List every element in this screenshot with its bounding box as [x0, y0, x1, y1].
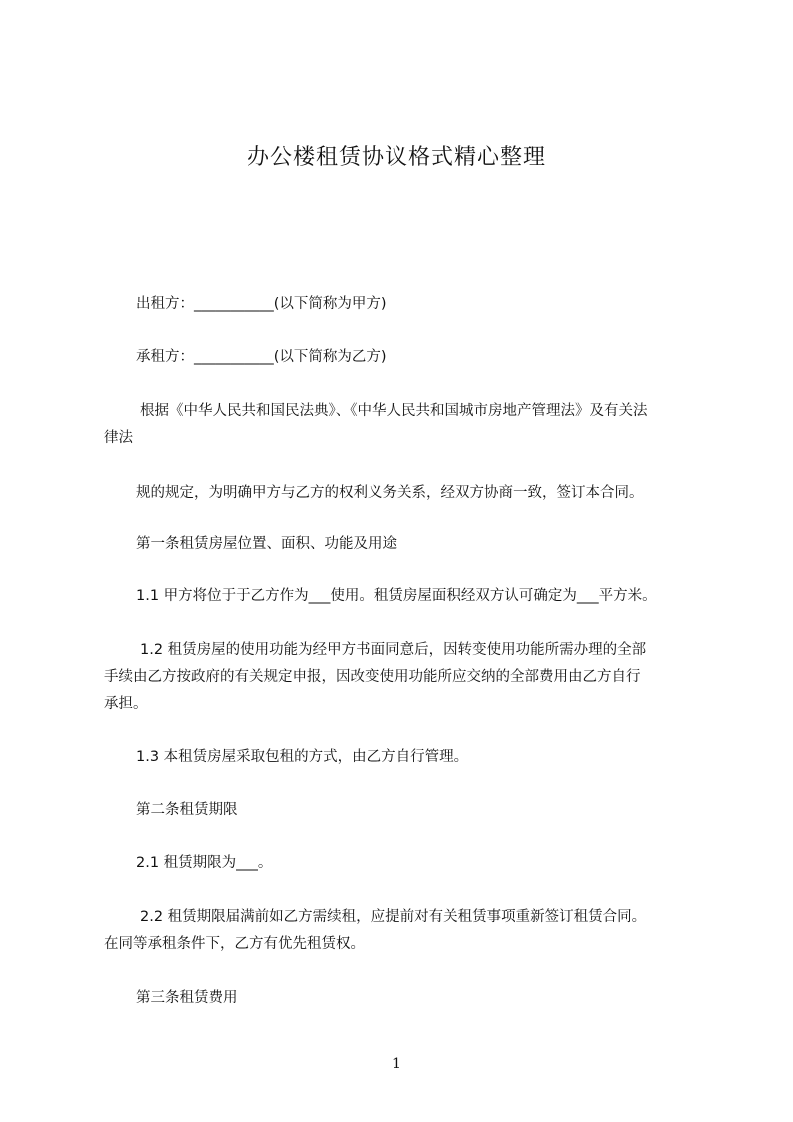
article-2-heading: 第二条租赁期限	[136, 802, 238, 818]
clause-1-2-line-3: 承担。	[104, 696, 148, 712]
clause-2-1: 2.1 租赁期限为___。	[136, 855, 273, 871]
article-1-heading: 第一条租赁房屋位置、面积、功能及用途	[136, 536, 397, 552]
clause-1-3: 1.3 本租赁房屋采取包租的方式，由乙方自行管理。	[136, 749, 469, 765]
clause-2-2-line-2: 在同等承租条件下，乙方有优先租赁权。	[104, 936, 365, 952]
clause-1-1: 1.1 甲方将位于于乙方作为___使用。租赁房屋面积经双方认可确定为___平方米。	[136, 588, 657, 604]
document-title: 办公楼租赁协议格式精心整理	[246, 145, 546, 170]
preamble-line-2: 律法	[104, 430, 133, 446]
lessor-line: 出租方：___________(以下简称为甲方)	[136, 296, 387, 312]
clause-1-2-line-1: 1.2 租赁房屋的使用功能为经甲方书面同意后，因转变使用功能所需办理的全部	[140, 642, 647, 658]
preamble-line-1: 根据《中华人民共和国民法典》、《中华人民共和国城市房地产管理法》及有关法	[140, 403, 648, 419]
article-3-heading: 第三条租赁费用	[136, 990, 238, 1006]
preamble-line-3: 规的规定，为明确甲方与乙方的权利义务关系，经双方协商一致，签订本合同。	[136, 485, 644, 501]
page-number: 1	[392, 1056, 401, 1072]
clause-2-2-line-1: 2.2 租赁期限届满前如乙方需续租，应提前对有关租赁事项重新签订租赁合同。	[140, 909, 647, 925]
clause-1-2-line-2: 手续由乙方按政府的有关规定申报，因改变使用功能所应交纳的全部费用由乙方自行	[104, 669, 641, 685]
lessee-line: 承租方：___________(以下简称为乙方)	[136, 349, 387, 365]
